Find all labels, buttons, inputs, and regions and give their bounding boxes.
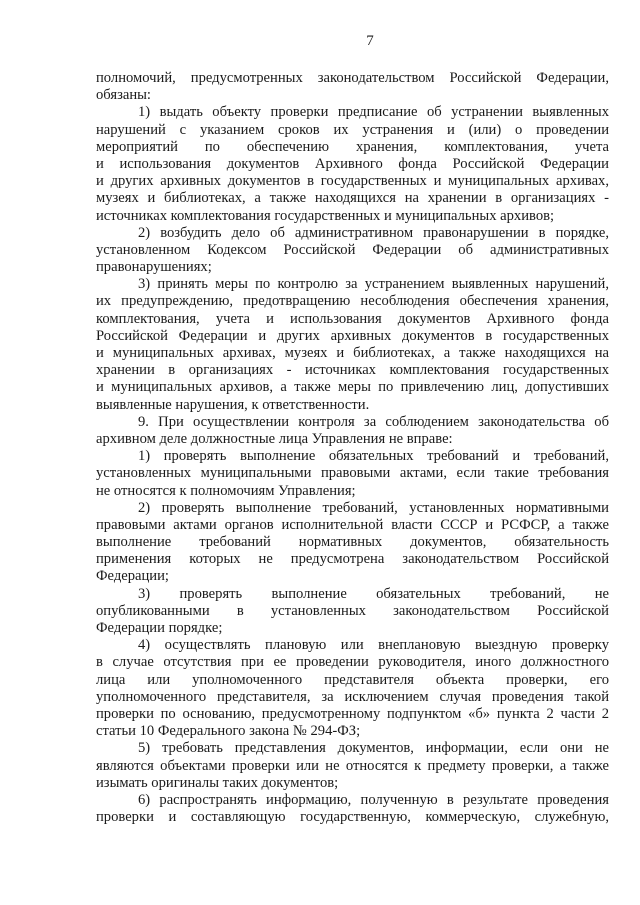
paragraph xyxy=(96,448,609,500)
text-line: 9. При осуществлении контроля за соблюдением законодательства об xyxy=(138,413,609,430)
text-line: лица или уполномоченного представителя объекта проверки, его xyxy=(96,671,609,688)
text-line: правонарушениях; xyxy=(96,259,212,276)
text-line: 2) проверять выполнение требований, установленных нормативными xyxy=(138,499,609,516)
paragraph xyxy=(96,792,609,826)
text-line: в случае отсутствия при ее проведении руководителя, иного должностного xyxy=(96,654,609,671)
text-line: проверки по основанию, предусмотренному подпунктом «б» пункта 2 части 2 xyxy=(96,705,609,722)
text-line: 3) принять меры по контролю за устранением выявленных нарушений, xyxy=(138,276,609,293)
text-line: правовыми актами органов исполнительной власти СССР и РСФСР, а также xyxy=(96,516,609,533)
text-line: и муниципальных архивах, музеях и библиотеках, а также находящихся на xyxy=(96,345,609,361)
text-line: статьи 10 Федерального закона № 294-ФЗ; xyxy=(96,723,361,740)
page-number: 7 xyxy=(366,33,374,49)
text-line: 1) выдать объекту проверки предписание об устранении выявленных xyxy=(138,104,609,121)
paragraph xyxy=(96,276,609,414)
text-line: применения которых не предусмотрена законодательством Российской xyxy=(96,551,609,568)
text-line: не относятся к полномочиям Управления; xyxy=(96,482,356,499)
text-line: хранении в организациях - источниках комплектования государственных xyxy=(96,362,609,379)
text-line: 2) возбудить дело об административном правонарушении в порядке, xyxy=(138,224,609,241)
paragraph xyxy=(96,586,609,638)
paragraph xyxy=(96,104,609,224)
text-line: выполнение требований нормативных документов, обязательность xyxy=(96,534,609,551)
text-line: нарушений с указанием сроков их устранения и (или) о проведении xyxy=(96,121,609,138)
text-line: архивном деле должностные лица Управления не вправе: xyxy=(96,430,453,447)
text-line: 4) осуществлять плановую или внеплановую выездную проверку xyxy=(138,637,609,654)
text-line: Федерации порядке; xyxy=(96,620,223,636)
text-line: установленном Кодексом Российской Федерации об административных xyxy=(96,241,609,258)
paragraph xyxy=(96,70,609,104)
text-line: уполномоченного представителя, за исключением случая проведения такой xyxy=(96,688,609,705)
paragraph xyxy=(96,740,609,792)
text-line: 5) требовать представления документов, информации, если они не xyxy=(138,740,609,757)
text-line: 1) проверять выполнение обязательных требований и требований, xyxy=(138,448,609,465)
text-line: источниках комплектования государственных и муниципальных архивов; xyxy=(96,207,555,224)
paragraph xyxy=(96,500,609,586)
text-line: мероприятий по обеспечению хранения, комплектования, учета xyxy=(96,138,609,155)
text-line: и муниципальных архивов, а также меры по привлечению лиц, допустивших xyxy=(96,379,609,396)
text-line: 3) проверять выполнение обязательных требований, не xyxy=(138,585,609,602)
text-line: являются объектами проверки или не относятся к предмету проверки, а также xyxy=(96,757,609,774)
text-line: комплектования, учета и использования документов Архивного фонда xyxy=(96,310,609,327)
paragraph xyxy=(96,414,609,448)
text-line: Федерации; xyxy=(96,568,169,585)
text-line: 6) распространять информацию, полученную в результате проведения xyxy=(138,791,609,808)
document-body xyxy=(96,70,609,826)
text-line: установленных муниципальными правовыми актами, если такие требования xyxy=(96,465,609,482)
text-line: опубликованными в установленных законодательством Российской xyxy=(96,602,609,619)
text-line: и использования документов Архивного фонда Российской Федерации xyxy=(96,155,609,172)
text-line: Российской Федерации и других архивных документов в государственных xyxy=(96,327,609,344)
text-line: полномочий, предусмотренных законодательством Российской Федерации, xyxy=(96,70,609,86)
text-line: выявленные нарушения, к ответственности. xyxy=(96,396,370,413)
text-line: обязаны: xyxy=(96,87,151,104)
text-line: и других архивных документов в государственных и муниципальных архивах, xyxy=(96,173,609,190)
paragraph xyxy=(96,225,609,277)
text-line: изымать оригиналы таких документов; xyxy=(96,774,339,791)
text-line: проверки и составляющую государственную, коммерческую, служебную, xyxy=(96,809,609,826)
text-line: музеях и библиотеках, а также находящихся на хранении в организациях - xyxy=(96,190,609,207)
text-line: их предупреждению, предотвращению несоблюдения обеспечения хранения, xyxy=(96,293,609,310)
paragraph xyxy=(96,637,609,740)
